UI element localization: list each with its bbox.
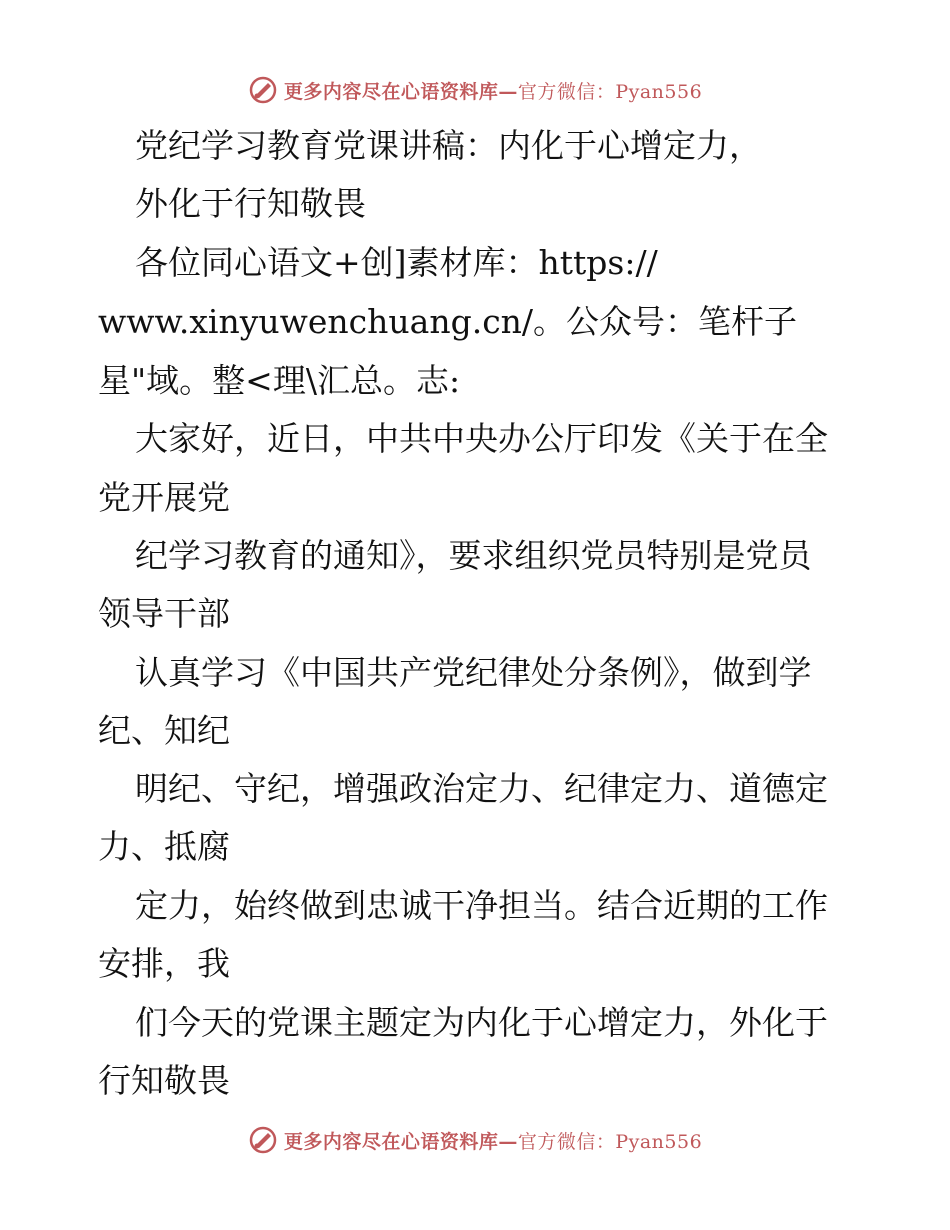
doc-text-line: 纪、知纪 [98,711,230,750]
banner-text: 更多内容尽在心语资料库—官方微信：Pyan556 [283,1130,703,1153]
doc-text-line: 各位同心语文+创]素材库：https:// [135,243,658,282]
banner-wechat: 官方微信：Pyan556 [517,80,703,103]
doc-text-line: 认真学习《中国共产党纪律处分条例》，做到学 [135,653,812,692]
doc-text-line: 定力，始终做到忠诚干净担当。结合近期的工作 [135,886,828,925]
doc-text-line: 大家好，近日，中共中央办公厅印发《关于在全 [135,419,828,458]
pen-circle-logo-icon [248,1125,278,1155]
doc-text-line: www.xinyuwenchuang.cn/。公众号：笔杆子 [98,302,798,341]
pen-circle-logo-icon [248,75,278,105]
doc-text-line: 行知敬畏 [98,1061,230,1100]
doc-text-line: 明纪、守纪，增强政治定力、纪律定力、道德定 [135,769,828,808]
banner-wechat: 官方微信：Pyan556 [517,1130,703,1153]
doc-text-line: 领导干部 [98,594,230,633]
doc-text-line: 党开展党 [98,478,230,517]
doc-text-line: 们今天的党课主题定为内化于心增定力，外化于 [135,1003,828,1042]
doc-text-line: 力、抵腐 [98,827,230,866]
doc-text-line: 纪学习教育的通知》，要求组织党员特别是党员 [135,536,812,575]
doc-title-line-2: 外化于行知敬畏 [135,184,366,223]
footer-banner [0,1120,950,1160]
banner-text: 更多内容尽在心语资料库—官方微信：Pyan556 [283,80,703,103]
doc-text-line: 星"域。整<理\汇总。志: [98,361,461,400]
doc-text-line: 安排，我 [98,944,230,983]
header-banner [0,70,950,110]
doc-title-line-1: 党纪学习教育党课讲稿：内化于心增定力， [135,126,762,165]
